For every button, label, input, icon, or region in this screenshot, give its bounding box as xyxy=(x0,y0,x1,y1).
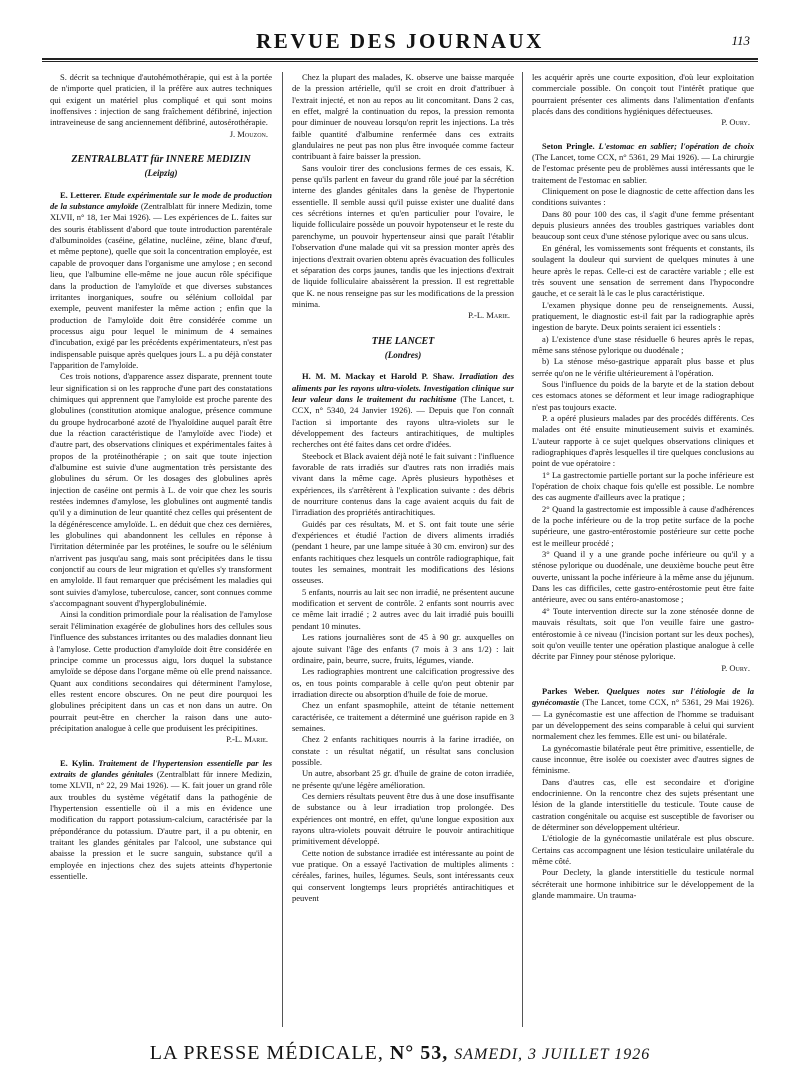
footer-line xyxy=(50,1040,750,1068)
paragraph: La gynécomastie bilatérale peut être primitive, essentielle, de cause inconnue, être isolée ou coexister avec d'autres signes de féminisme. xyxy=(532,742,754,776)
section-title: THE LANCET xyxy=(371,335,435,347)
journal-title: REVUE DES JOURNAUX xyxy=(256,29,544,53)
paragraph: Chez la plupart des malades, K. observe une baisse marquée de la pression artérielle, qu'il se croit en droit d'attribuer à l'extrait injecté, et non au repos au lit concomitant. Dans 2 cas, en effet, malgré la continuation du repos, la pression remonta pour diminuer de nouveau lorsqu'on reprit les injections. La très faible quantité d'albumine renfermée dans ces extraits glandulaires ne peut pas non plus être invoquée comme facteur contribuant à faire baisser la pression. xyxy=(292,72,514,162)
paragraph: Chez 2 enfants rachitiques nourris à la farine irradiée, on constate : un résultat négatif, un résultat sans conclusion possible. xyxy=(292,734,514,767)
section-title: ZENTRALBLATT für INNERE MEDIZIN xyxy=(71,154,251,166)
article-author: E. Kylin. xyxy=(60,757,95,768)
paragraph: Un autre, absorbant 25 gr. d'huile de graine de coton irradiée, ne présente qu'une légère amélioration. xyxy=(292,768,514,790)
paragraph: Cliniquement on pose le diagnostic de cette affection dans les conditions suivantes : xyxy=(532,186,754,208)
article-lead xyxy=(532,141,754,186)
paragraph: Ces trois notions, d'apparence assez disparate, prennent toute leur signification si on les rapproche d'une part des constatations chimiques qui apprennent que l'amyloïde est proche parente des globulines (constitution atomique analogue, présence commune du groupe hydrocarboné azoté de l'hyaloïdine auquel paraît être due la réaction caractéristique de l'amyloïde avec l'iode) et d'autre part, des observations cliniques et expérimentales faites à propos de la protéinothérapie ; on sait que toute injection d'albumine est suivie d'une augmentation très persistante des globulines du sérum. Or les dosages des globulines après injection de caséine ont permis à L. de voir que chez les souris restées indemnes d'amylose, les globulines ont augmenté tandis qu'il y a diminution de leur quantité chez celles qui présentent de la dégénérescence amyloïde. L. en déduit que chez ces dernières, les globulines qui abandonnent les cellules en réponse à l'irritation déterminée par les protéines, le soufre ou le sélénium n'arrivent pas jusqu'au sang, mais sont précipitées dans le tissu conjonctif au cours de leur migration et qu'elles s'y transforment en amyloïde. Il faut remarquer que précisément les maladies qui sont suivies d'amylose, tuberculose, cancer, sont connues comme s'accompagnant souvent d'hyperglobulinémie. xyxy=(50,371,272,609)
paragraph: Sous l'influence du poids de la baryte et de la station debout ces estomacs atones se déforment et leur image radiographique n'est pas toujours exacte. xyxy=(532,378,754,412)
column-middle xyxy=(292,72,514,1032)
paragraph: S. décrit sa technique d'autohémothérapie, qui est à la portée de n'importe quel praticien, il la préfère aux autres techniques qui exigent un matériel plus compliqué et qui sont moins inoffensives : injection de sang fraîchement défibriné, injection intraveineuse de sang anciennement défibriné, autosérothérapie. xyxy=(50,72,272,128)
signature: J. Mouzon. xyxy=(229,128,268,139)
paragraph: Les rations journalières sont de 45 à 90 gr. auxquelles on ajoute suivant l'âge des enfants (7 mois à 3 ans 1/2) : lait ordinaire, pain, beurre, sucre, fruits, légumes, viande. xyxy=(292,632,514,665)
footer-issue-number: N° 53, xyxy=(389,1042,449,1064)
article-title: Quelques notes sur l'étiologie de la gynécomastie xyxy=(532,685,754,708)
article-title: Traitement de l'hypertension essentielle par les extraits de glandes génitales xyxy=(50,757,272,779)
column-divider xyxy=(522,72,523,1027)
list-item: 4° Toute intervention directe sur la zone sténosée donne de mauvais résultats, soit que l'on veuille faire une gastro-entérostomie à ce niveau (l'incision portant sur les deux poches), soit qu'on veuille tenter une opération plastique analogue à celle décrite par Finney pour sténose pylorique. xyxy=(532,605,754,662)
list-item: 2° Quand la gastrectomie est impossible à cause d'adhérences de la poche inférieure ou de la trop petite surface de la poche supérieure, une gastro-entérostomie postérieure sur cette poche est le meilleur procédé ; xyxy=(532,503,754,548)
paragraph: L'examen physique donne peu de renseignements. Aussi, pratiquement, le diagnostic est-il fait par la radiographie après ingestion de baryte. Deux points seraient ici essentiels : xyxy=(532,299,754,333)
signature: P.-L. Marie. xyxy=(226,734,268,745)
article-reference: (The Lancet, tome CCX, n° 5361, 29 Mai 1926). — La gynécomastie est une affection de l'homme se traduisant par un développement des seins comparable à celui qui survient normalement chez les femmes. Elle est uni- ou bilatérale. xyxy=(532,697,754,742)
section-subtitle: (Londres) xyxy=(384,349,422,360)
article-author: H. M. M. Mackay et Harold P. Shaw. xyxy=(302,371,455,382)
article-title: L'estomac en sablier; l'opération de choix xyxy=(598,140,754,151)
paragraph: P. a opéré plusieurs malades par des procédés différents. Ces malades ont été ensuite minutieusement suivis et examinés. L'auteur rapporte à ce sujet quelques observations cliniques et radiographiques d'après lesquelles il tire quelques conclusions au point de vue opératoire : xyxy=(532,412,754,469)
article-reference: (Zentralblatt für innere Medizin, tome XLVII, n° 18, 1er Mai 1926). — Les expériences de L. faites sur des souris établissent d'abord que toute introduction parentérale d'albuminoïdes (caséine, gélatine, nucléine, zéine, blanc d'œuf, et même peptone), quelle que soit la concentration employée, est capable de provoquer dans l'organisme une amylose ; en second lieu, que l'albumine elle-même ne joue aucun rôle spécifique dans la production de l'amyloïde et que diverses substances irritantes inorganiques, soufre ou sélénium colloïdal par exemple, peuvent manifester la même action ; enfin que la production de l'amyloïde doit être considérée comme un processus aigu pour lequel le minimum de 4 semaines d'incubation, exigé par les précédents expérimentateurs, n'est pas indispensable puisque après quelques jours L. a pu déjà constater l'apparition de l'amyloïde. xyxy=(50,201,272,370)
article-lead xyxy=(50,758,272,883)
list-item: a) L'existence d'une stase résiduelle 6 heures après le repas, même sans sténose pylorique ou duodénale ; xyxy=(532,333,754,355)
footer-journal-name: LA PRESSE MÉDICALE, xyxy=(149,1042,384,1064)
list-item: b) La sténose méso-gastrique apparaît plus basse et plus serrée qu'on ne le vérifie ultérieurement à l'opération. xyxy=(532,356,754,378)
paragraph: En général, les vomissements sont fréquents et constants, ils soulagent la douleur qui survient de quelques minutes à une heure après le repas. Celle-ci est de caractère variable ; elle est très souvent une sensation de serrement dans l'hypocondre gauche, et ce serait là le cas le plus caractéristique. xyxy=(532,242,754,299)
signature: P. Oury. xyxy=(721,117,750,128)
article-title: Irradiation des aliments par les rayons ultra-violets. Investigation clinique sur leur valeur dans le traitement du rachitisme xyxy=(292,371,514,404)
header-rule-thin xyxy=(42,61,758,62)
article-lead xyxy=(292,371,514,450)
paragraph: Cette notion de substance irradiée est intéressante au point de vue pratique. On a essayé l'activation de multiples aliments : céréales, farines, huiles, légumes. Seuls, sont intéressants ceux qui conservent longtemps leurs propriétés antirachitiques et peuvent xyxy=(292,847,514,904)
paragraph: Les radiographies montrent une calcification progressive des os, en tous points comparable à celle qu'on peut obtenir par irradiation directe ou absorption d'huile de foie de morue. xyxy=(292,666,514,699)
paragraph: L'étiologie de la gynécomastie unilatérale est plus obscure. Certains cas accompagnent une lésion testiculaire unilatérale du même côté. xyxy=(532,833,754,867)
paragraph: Steebock et Black avaient déjà noté le fait suivant : l'influence favorable de rats irradiés sur d'autres rats non irradiés mais vivant dans la même cage. Après plusieurs hypothèses et expériences, ils s'arrêtèrent à l'explication suivante : des débris de nourriture contenus dans la cage avaient acquis du fait de l'irradiation des propriétés antirachitiques. xyxy=(292,450,514,518)
list-item: 1° La gastrectomie partielle portant sur la poche inférieure est l'opération de choix chaque fois qu'elle est possible. Le nombre des cas augmente d'ailleurs avec la pratique ; xyxy=(532,469,754,503)
section-subtitle: (Leipzig) xyxy=(144,168,178,179)
paragraph: Pour Declety, la glande interstitielle du testicule normal sécréterait une hormone inhibitrice sur le développement de la glande mammaire. Un trauma- xyxy=(532,867,754,901)
paragraph: Sans vouloir tirer des conclusions fermes de ces essais, K. pense qu'ils parlent en faveur du grand rôle joué par la sécrétion interne des glandes génitales dans la genèse de l'hypertonie essentielle. Il semble aussi qu'il puisse exister une dualité dans ces sécrétions internes et qu'en particulier pour l'ovaire, le liquide folliculaire possède un pouvoir hypotenseur et le reste du parenchyme, un pouvoir hypertenseur ainsi que paraît l'établir l'observation d'une malade qui vit sa pression monter après des injections d'extrait ovarien obtenu après évacuation des follicules et séparation des corps jaunes, tandis que les injections d'extrait de liquide folliculaire abaissèrent la pression. Il est regrettable que K. ne nous renseigne pas sur les modifications de la pression minima. xyxy=(292,162,514,309)
article-title: Etude expérimentale sur le mode de production de la substance amyloïde xyxy=(50,189,272,212)
paragraph: les acquérir après une courte exposition, d'où leur exploitation commerciale possible. On conçoit tout l'intérêt pratique que pourraient présenter ces aliments dans l'alimentation d'enfants placés dans des conditions hygiéniques défectueuses. xyxy=(532,72,754,117)
paragraph: 5 enfants, nourris au lait sec non irradié, ne présentent aucune modification et servent de contrôle. 2 enfants sont nourris avec ce même lait irradié ; 2 autres avec du lait irradié puis bouilli pendant 10 minutes. xyxy=(292,586,514,631)
column-left xyxy=(50,72,272,1032)
paragraph: Dans 80 pour 100 des cas, il s'agit d'une femme présentant depuis plusieurs années des troubles gastriques variables dont beaucoup sont ceux d'une sténose pylorique avec ou sans ulcus. xyxy=(532,208,754,242)
column-divider xyxy=(282,72,283,1027)
signature: P.-L. Marie. xyxy=(468,310,510,321)
list-item: 3° Quand il y a une grande poche inférieure ou qu'il y a sténose pylorique ou duodénale, une deuxième bouche peut être ouverte, unissant la poche inférieure à la même anse du jéjunum. Dans les cas difficiles, cette gastro-entérostomie peut être faite antérieure, avec ou sans entéro-anastomose ; xyxy=(532,549,754,605)
page-number: 113 xyxy=(731,33,750,48)
paragraph: Ainsi la condition primordiale pour la réalisation de l'amylose serait l'élimination exagérée de globulines hors des cellules sous l'influence des substances irritantes ou des maladies donnant lieu à l'amylose. Cette production d'amyloïde doit être considérée en principe comme un processus aigu, lors duquel la substance amyloïde se dépose dans l'organe même où elle prend naissance. Quant aux conditions secondaires qui déterminent l'amylose, elles restent encore obscures. On ne peut dire pourquoi les globulines précipitent dans un cas et non dans un autre. On pourrait peut-être en chercher la raison dans une auto-précipitation analogue à celle que produisent les précipitines. xyxy=(50,609,272,733)
article-author: Seton Pringle. xyxy=(542,140,595,151)
paragraph: Dans d'autres cas, elle est secondaire et d'origine endocrinienne. On la rencontre chez des sujets présentant une lésion de la glande interstitielle du testicule. Toute cause de castration congénitale ou acquise est susceptible de favoriser ou de déterminer son développement ultérieur. xyxy=(532,776,754,832)
paragraph: Guidés par ces résultats, M. et S. ont fait toute une série d'expériences et étudié l'action de divers aliments irradiés (pendant 1 heure, par une lampe située à 30 cm. environ) sur des enfants rachitiques chez lesquels un contrôle radiographique, fait toutes les semaines, montrait les modifications des lésions osseuses. xyxy=(292,518,514,586)
article-reference: (The Lancet, tome CCX, n° 5361, 29 Mai 1926). — La chirurgie de l'estomac présente peu de problèmes aussi intéressants que le traitement de l'estomac en sablier. xyxy=(532,152,754,185)
paragraph: Chez un enfant spasmophile, atteint de tétanie nettement caractérisée, ce traitement a déterminé une guérison rapide en 3 semaines. xyxy=(292,700,514,733)
column-right xyxy=(532,72,754,1032)
journal-header xyxy=(50,30,750,52)
article-lead xyxy=(50,190,272,372)
paragraph: Ces derniers résultats peuvent être dus à une dose insuffisante de substance ou à leur irradiation trop prolongée. Des expériences ont montré, en effet, qu'une longue exposition aux rayons ultra-violets pouvait détruire le pouvoir antirachitique primitivement développé. xyxy=(292,790,514,847)
journal-footer xyxy=(50,1040,750,1066)
article-reference: (Zentralblatt für innere Medizin, tome XLVII, n° 22, 29 Mai 1926). — K. fait jouer un grand rôle aux troubles du système végétatif dans la pathogénie de l'hypertension essentielle où il a mis en évidence une modification du rapport potassium-calcium, caractérisée par la prépondérance du potassium. D'autre part, il a pu obtenir, en traitant les glandes génitales par l'alcool, une substance qui abaisse la pression et le sucre sanguin, substance qu'il a employée en injections chez des sujets atteints d'hypertonie essentielle. xyxy=(50,768,272,882)
header-rule xyxy=(42,58,758,60)
article-author: E. Letterer. xyxy=(60,189,102,200)
article-author: Parkes Weber. xyxy=(542,685,600,696)
article-lead xyxy=(532,686,754,743)
article-reference: (The Lancet, t. CCX, n° 5340, 24 Janvier 1926). — Depuis que l'on connaît l'action si importante des rayons ultra-violets sur le développement des facteurs antirachitiques, de multiples recherches ont été faites dans cet ordre d'idées. xyxy=(292,393,514,450)
signature: P. Oury. xyxy=(721,662,750,673)
footer-date: SAMEDI, 3 JUILLET 1926 xyxy=(454,1046,651,1063)
